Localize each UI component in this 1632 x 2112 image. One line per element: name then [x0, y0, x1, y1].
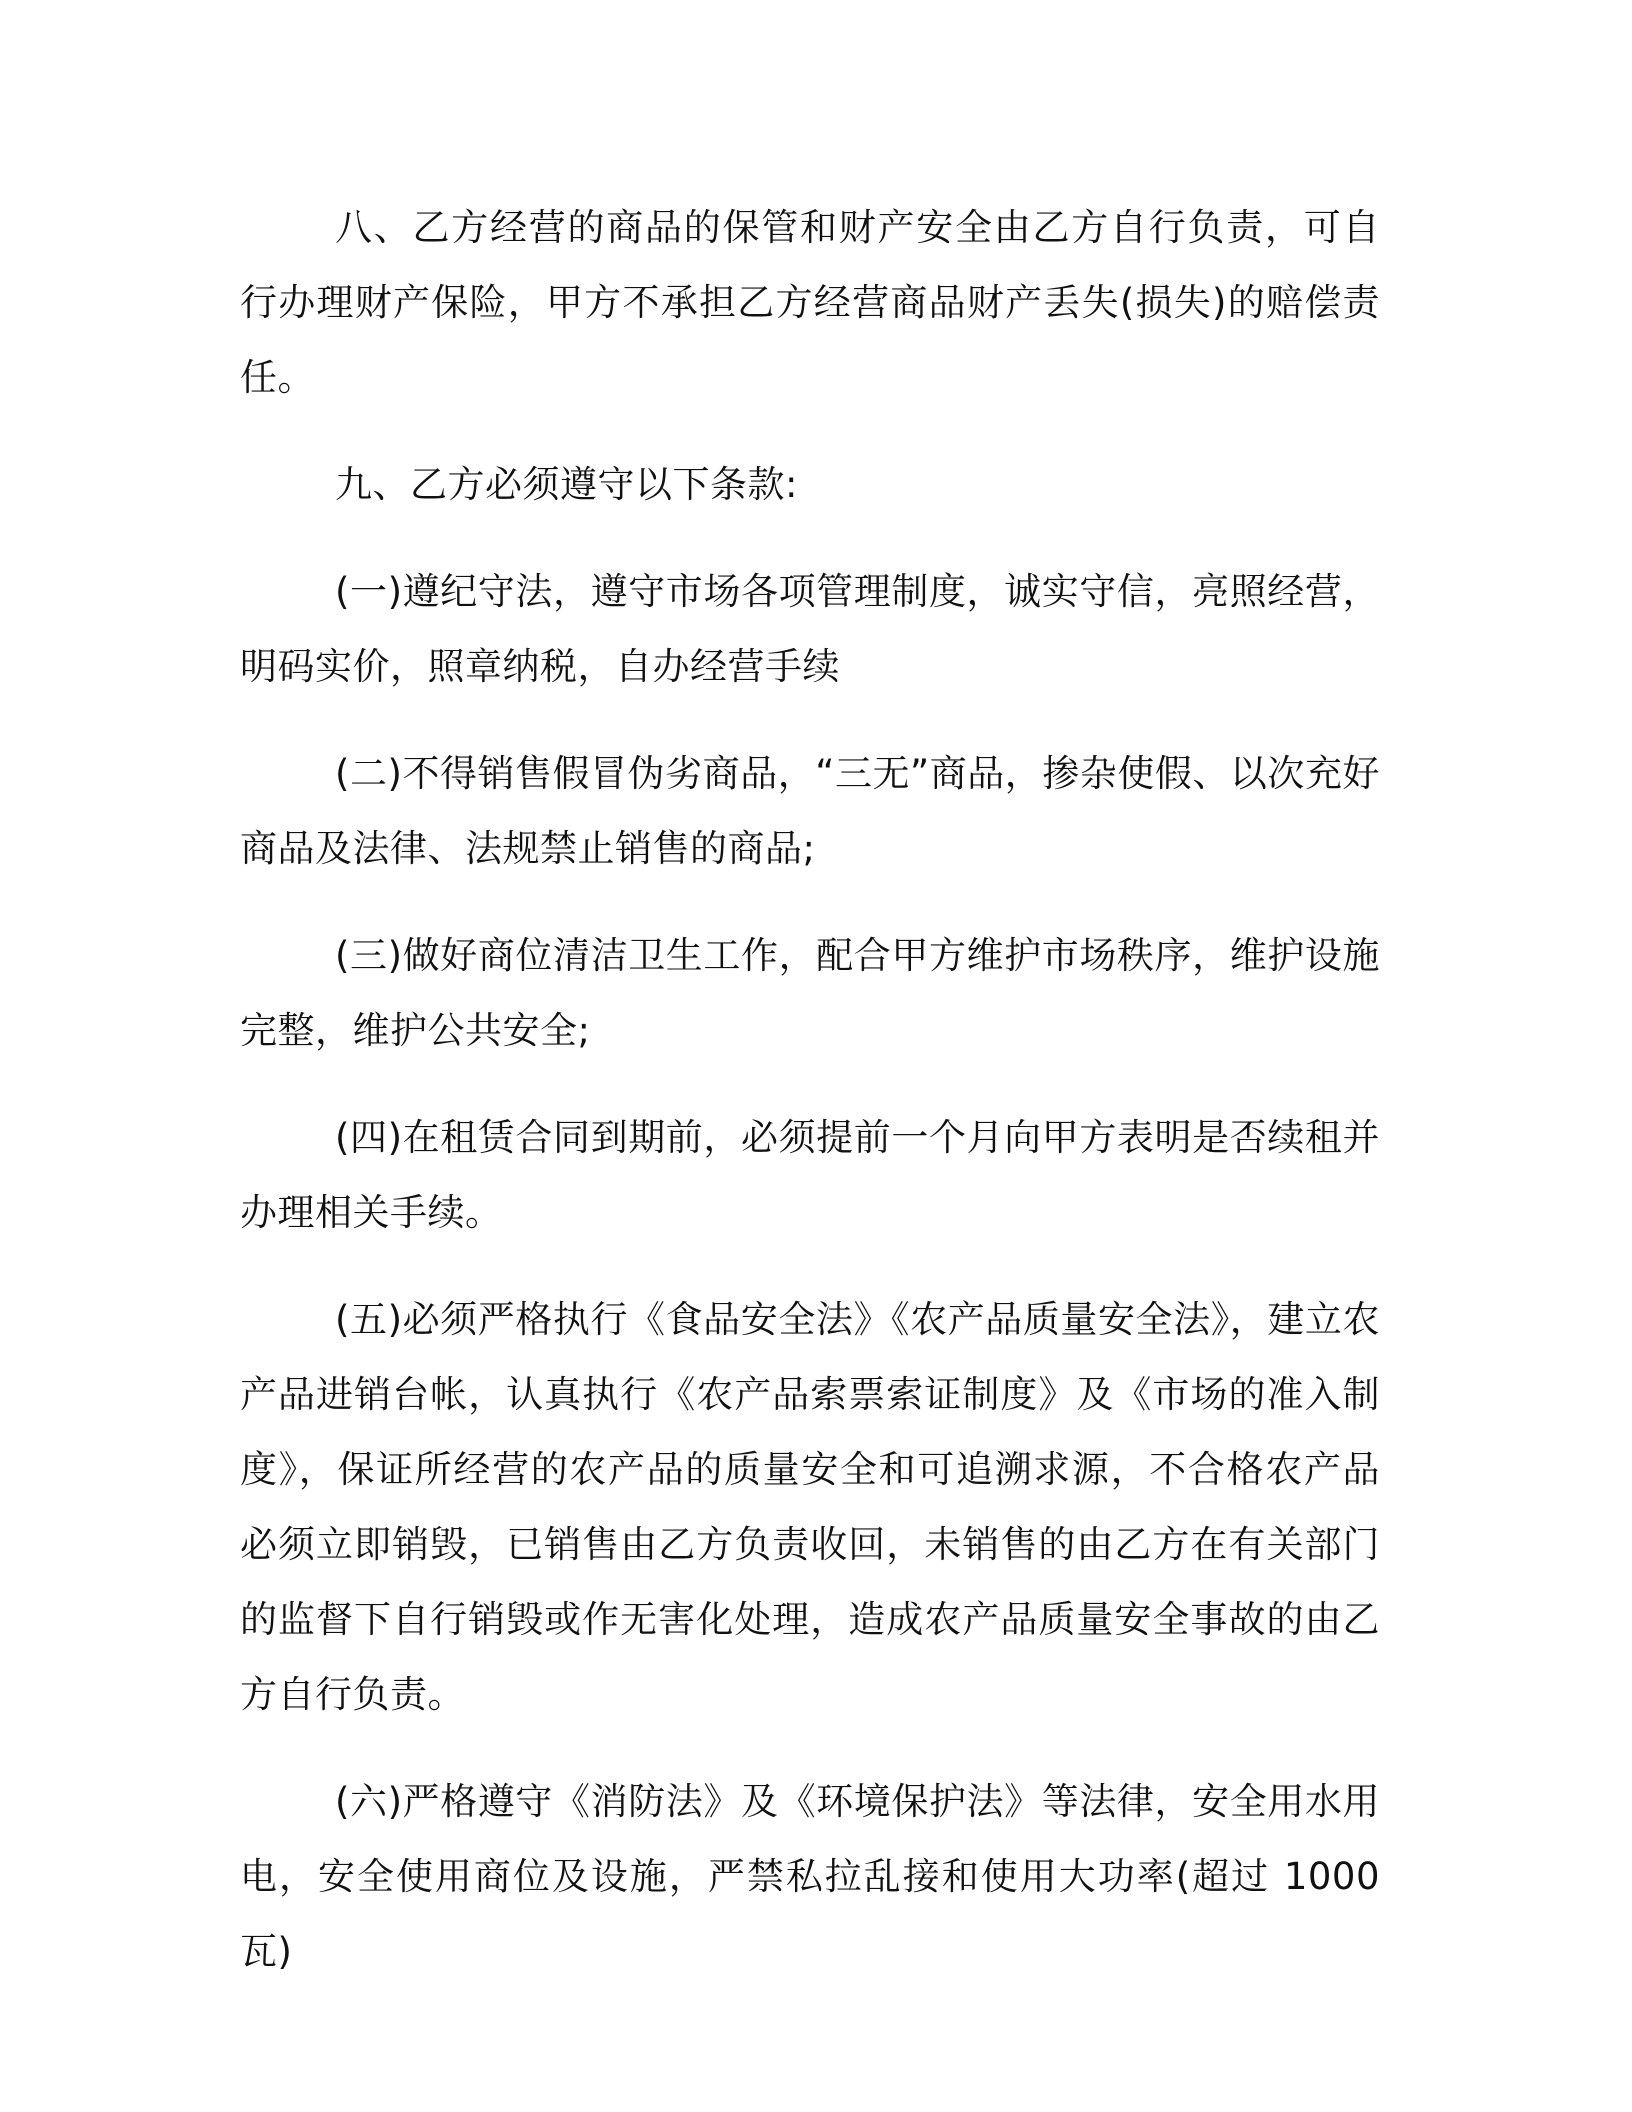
document-body [240, 190, 1380, 2021]
clause-9-item-2: (二)不得销售假冒伪劣商品，“三无”商品，掺杂使假、以次充好商品及法律、法规禁止销售的商品; [240, 752, 1380, 870]
clause-8: 八、乙方经营的商品的保管和财产安全由乙方自行负责，可自行办理财产保险，甲方不承担乙方经营商品财产丢失(损失)的赔偿责任。 [240, 206, 1380, 399]
clause-9-item-1: (一)遵纪守法，遵守市场各项管理制度，诚实守信，亮照经营，明码实价，照章纳税，自办经营手续 [240, 570, 1380, 688]
clause-9-item-3: (三)做好商位清洁卫生工作，配合甲方维护市场秩序，维护设施完整，维护公共安全; [240, 934, 1380, 1052]
clause-9-item-4: (四)在租赁合同到期前，必须提前一个月向甲方表明是否续租并办理相关手续。 [240, 1116, 1380, 1234]
clause-9-heading: 九、乙方必须遵守以下条款: [335, 463, 798, 506]
clause-9-item-5: (五)必须严格执行《食品安全法》《农产品质量安全法》，建立农产品进销台帐，认真执行《农产品索票索证制度》及《市场的准入制度》，保证所经营的农产品的质量安全和可追溯求源，不合格农产品必须立即销毁，已销售由乙方负责收回，未销售的由乙方在有关部门的监督下自行销毁或作无害化处理，造成农产品质量安全事故的由乙方自行负责。 [240, 1298, 1380, 1716]
clause-9-item-6: (六)严格遵守《消防法》及《环境保护法》等法律，安全用水用电，安全使用商位及设施，严禁私拉乱接和使用大功率(超过 1000 瓦) [240, 1780, 1380, 1973]
